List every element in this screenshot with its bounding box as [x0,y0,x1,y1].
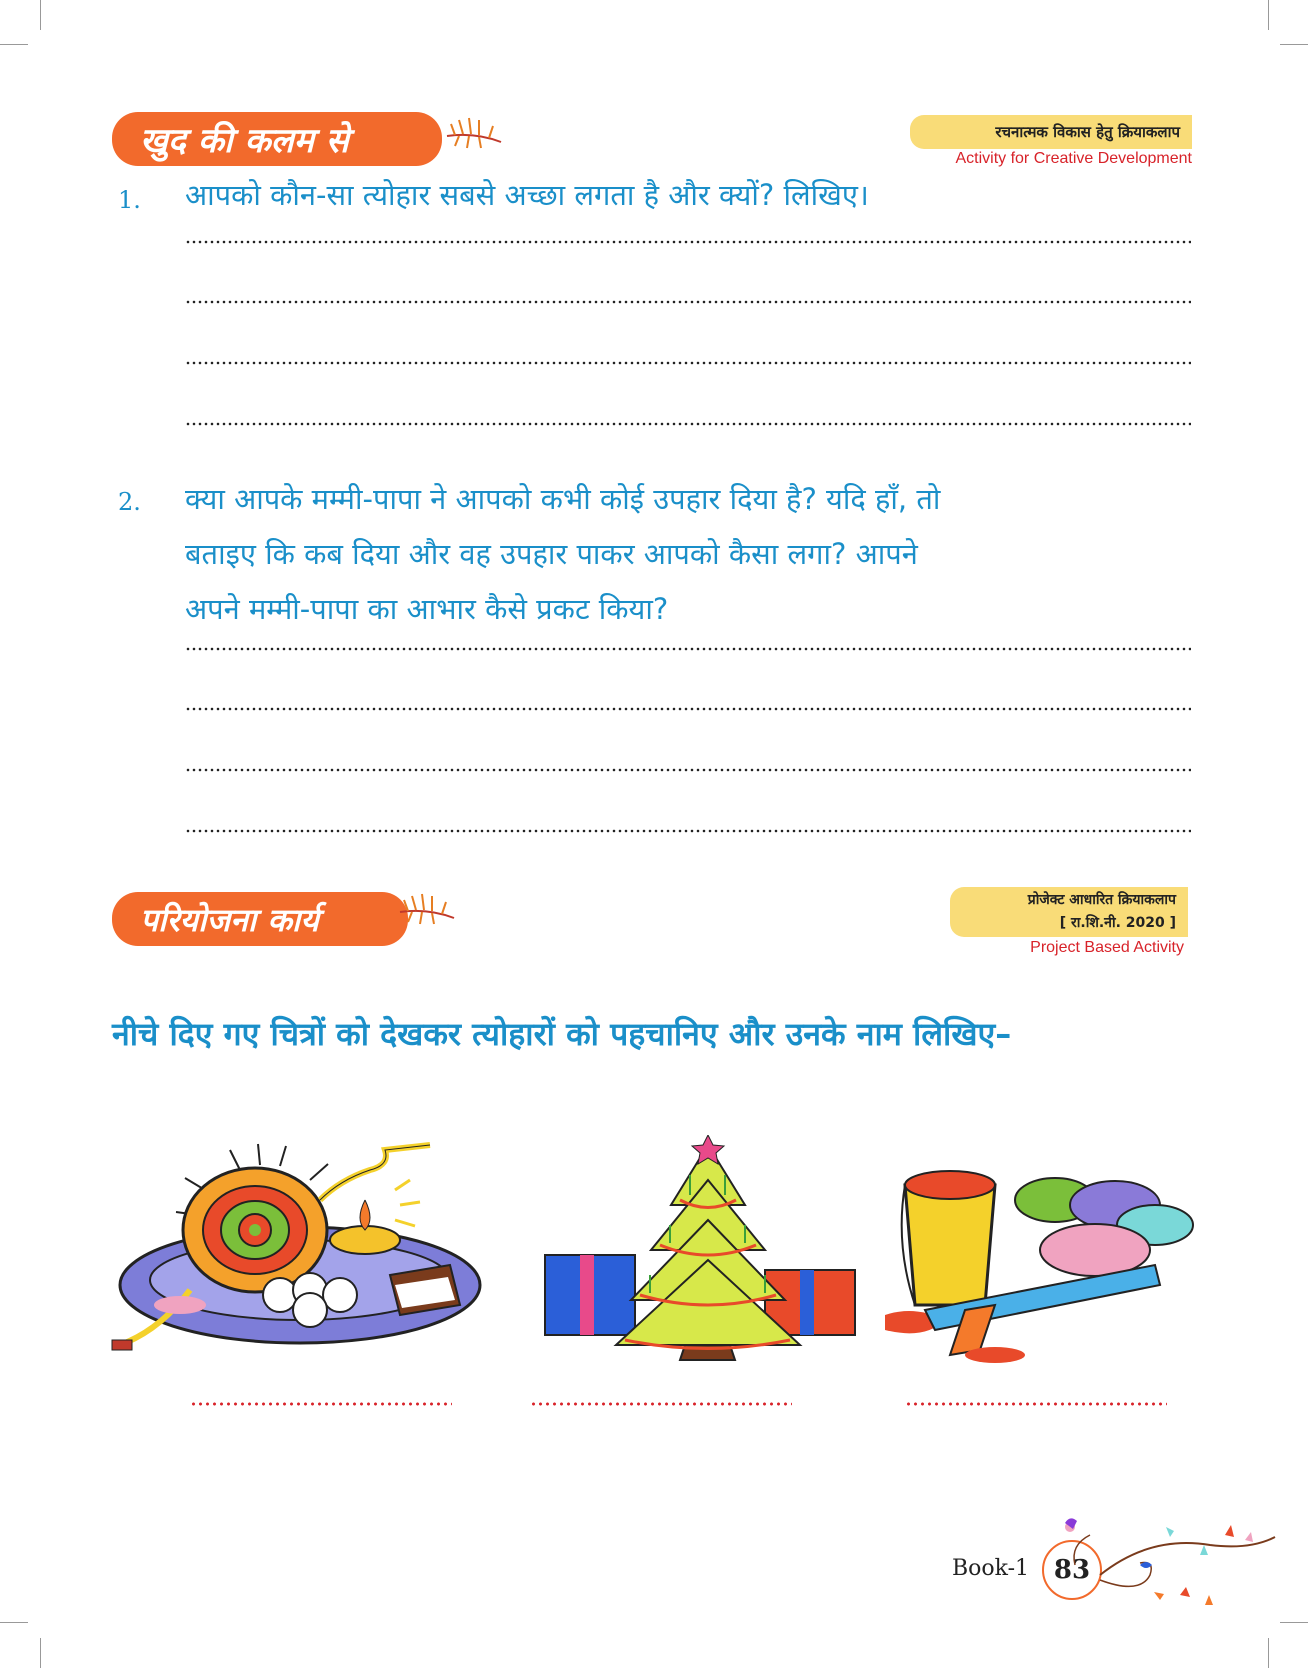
crop-mark [1268,1638,1269,1668]
answer-line[interactable] [185,361,1191,365]
crop-mark [0,1622,28,1623]
question-number: 1. [118,186,141,214]
festival-name-blank[interactable] [905,1402,1167,1406]
answer-line[interactable] [185,647,1191,651]
project-tag-policy: [ रा.शि.नी. 2020 ] [1059,915,1176,931]
crop-mark [40,1638,41,1668]
project-tag-english: Project Based Activity [1030,939,1184,956]
activity-tag-english: Activity for Creative Development [955,150,1192,167]
floral-vine-icon [1030,1515,1280,1615]
leaf-sprig-icon [398,888,458,928]
crop-mark [0,44,28,45]
section-title-text: खुद की कलम से [140,121,349,161]
activity-tag [910,115,1192,149]
rakhi-thali-icon [110,1140,510,1370]
answer-line[interactable] [185,240,1191,244]
christmas-tree-icon [540,1135,870,1365]
question-line: क्या आपके मम्मी-पापा ने आपको कभी कोई उपहार दिया है? यदि हाँ, तो [185,482,941,516]
festival-name-blank[interactable] [530,1402,792,1406]
question-text [185,168,1195,223]
question-line: बताइए कि कब दिया और वह उपहार पाकर आपको कैसा लगा? आपने [185,537,918,571]
answer-line[interactable] [185,422,1191,426]
book-label: Book-1 [952,1556,1030,1581]
crop-mark [40,0,41,30]
project-tag-hindi: प्रोजेक्ट आधारित क्रियाकलाप [1027,892,1176,908]
question-line: अपने मम्मी-पापा का आभार कैसे प्रकट किया? [185,592,669,626]
page-number-text: 83 [1053,1555,1091,1585]
leaf-sprig-icon [445,112,505,152]
crop-mark [1268,0,1269,30]
answer-line[interactable] [185,768,1191,772]
section-title-project [112,892,408,946]
crop-mark [1280,44,1308,45]
section-title-creative [112,112,442,166]
question-number: 2. [118,488,141,516]
festival-name-blank[interactable] [190,1402,452,1406]
question-text [185,472,1195,637]
section-title-text: परियोजना कार्य [140,900,319,939]
holi-colors-icon [855,1165,1195,1370]
crop-mark [1280,1622,1308,1623]
project-tag [950,887,1188,937]
activity-tag-hindi: रचनात्मक विकास हेतु क्रियाकलाप [995,123,1180,141]
question-line: आपको कौन-सा त्योहार सबसे अच्छा लगता है और क्यों? लिखिए। [185,178,869,212]
answer-line[interactable] [185,300,1191,304]
answer-line[interactable] [185,707,1191,711]
answer-line[interactable] [185,829,1191,833]
instruction-text: नीचे दिए गए चित्रों को देखकर त्योहारों को पहचानिए और उनके नाम लिखिए– [112,1015,1012,1053]
